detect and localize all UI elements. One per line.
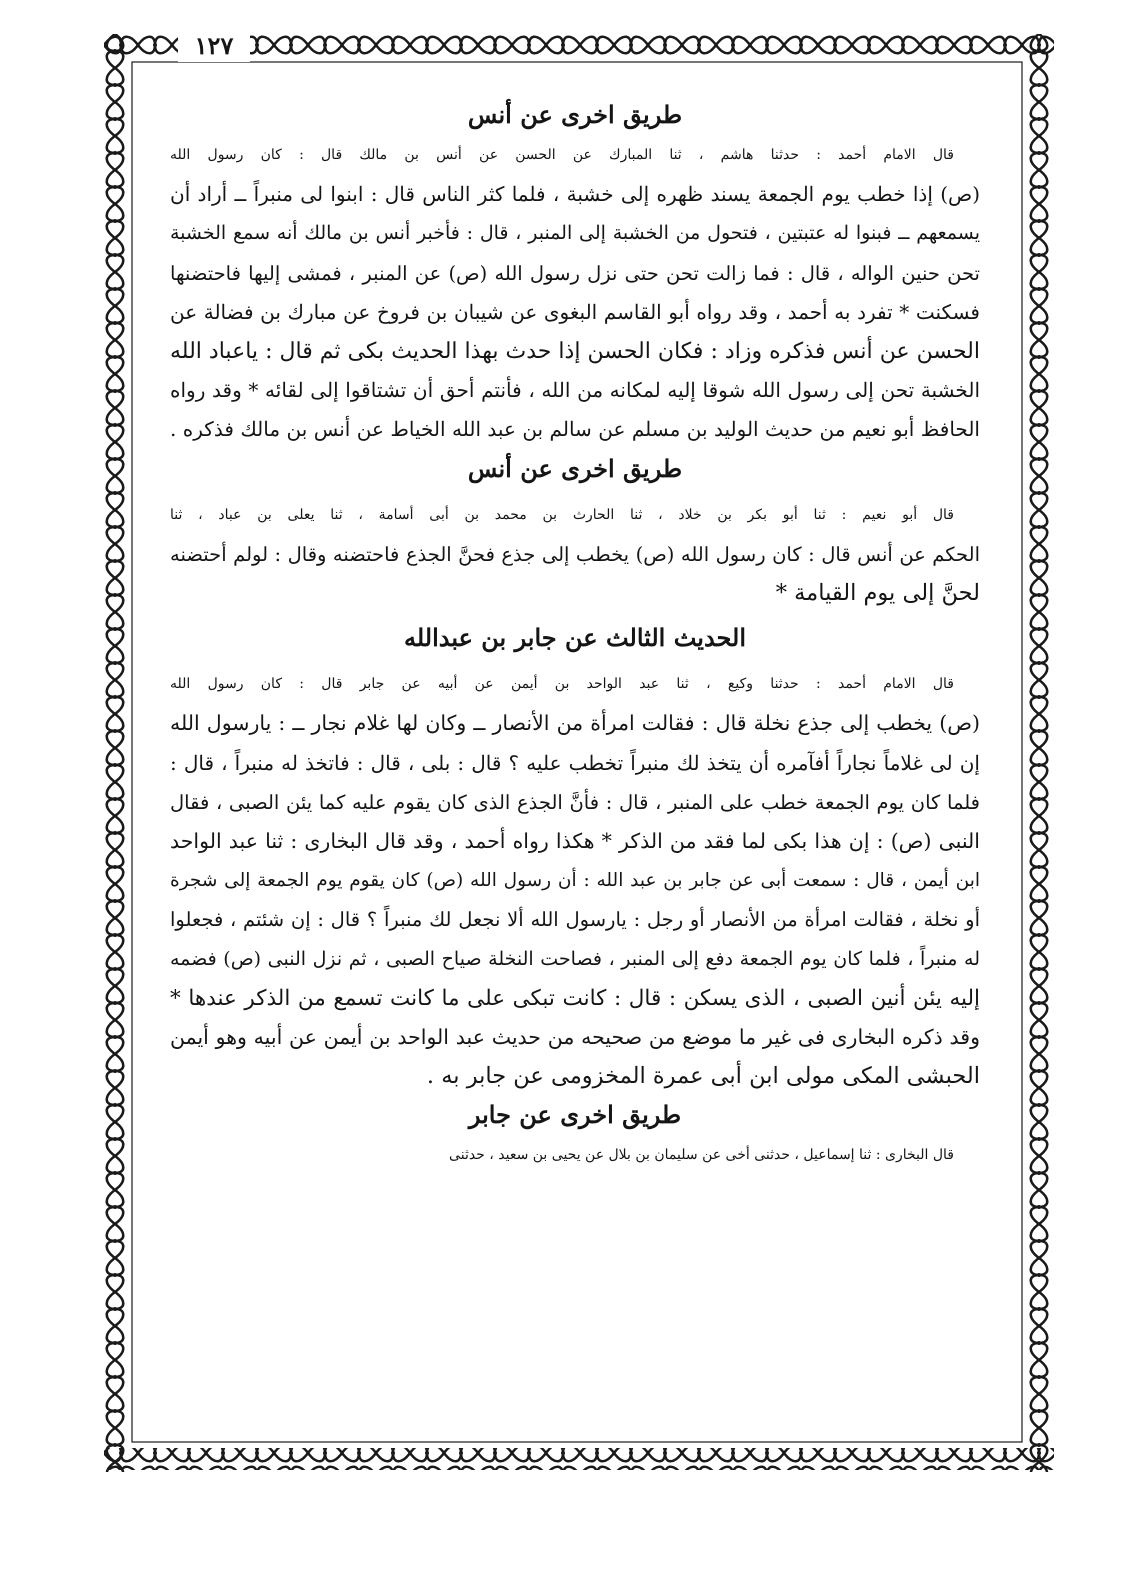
paragraph: [170, 665, 980, 1096]
text-line: تحن حنين الواله ، قال : فما زالت تحن حتى نزل رسول الله (ص) عن المنبر ، فمشى إليها فاحتضنها: [170, 261, 980, 285]
page-number-box: [178, 28, 250, 62]
text-line: أو نخلة ، فقالت امرأة من الأنصار أو رجل : يارسول الله ألا نجعل لك منبراً ؟ قال : إن شئتم ، فجعلوا: [170, 908, 980, 932]
section-heading: طريق اخرى عن جابر: [468, 1100, 682, 1130]
text-line: وقد ذكره البخارى فى غير ما موضع من صحيحه من حديث عبد الواحد بن أيمن عن أبيه وهو أيمن: [170, 1025, 980, 1050]
text-line: النبى (ص) : إن هذا بكى لما فقد من الذكر * هكذا رواه أحمد ، وقد قال البخارى : ثنا عبد الواحد: [170, 829, 980, 854]
text-line: لحنَّ إلى يوم القيامة *: [775, 580, 980, 607]
text-line: ابن أيمن ، قال : سمعت أبى عن جابر بن عبد الله : أن رسول الله (ص) كان يقوم يوم الجمعة إلى شجرة: [170, 870, 980, 892]
section-heading: الحديث الثالث عن جابر بن عبدالله: [403, 623, 747, 653]
text-line: قال الامام أحمد : حدثنا هاشم ، ثنا المبارك عن الحسن عن أنس بن مالك قال : كان رسول الله: [170, 147, 954, 163]
paragraph: [170, 136, 980, 450]
text-line: يسمعهم ــ فبنوا له عتبتين ، فتحول من الخشبة إلى المنبر ، قال : فأخبر أنس بن مالك أنه سمع الخشبة: [170, 222, 980, 245]
page-number: ١٢٧: [194, 30, 234, 60]
page-body: [170, 96, 980, 1466]
text-line: إليه يئن أنين الصبى ، الذى يسكن : قال : كانت تبكى على ما كانت تسمع من الذكر عندها *: [170, 985, 980, 1011]
text-line: الحافظ أبو نعيم من حديث الوليد بن مسلم عن سالم بن عبد الله الخياط عن أنس بن مالك فذكره .: [170, 417, 980, 442]
text-line: فسكنت * تفرد به أحمد ، وقد رواه أبو القاسم البغوى عن شيبان بن فروخ عن مبارك بن فضالة عن: [170, 299, 980, 324]
text-line: فلما كان يوم الجمعة خطب على المنبر ، قال : فأنَّ الجذع الذى كان يقوم عليه كما يئن الصبى ، فقال: [170, 790, 980, 814]
paragraph: [170, 496, 980, 614]
section-heading: طريق اخرى عن أنس: [467, 100, 683, 129]
text-line: الحكم عن أنس قال : كان رسول الله (ص) يخطب إلى جذع فحنَّ الجذع فاحتضنه وقال : لولم أحتضنه: [170, 542, 980, 566]
text-line: الحسن عن أنس فذكره وزاد : فكان الحسن إذا حدث بهذا الحديث بكى ثم قال : ياعباد الله: [170, 339, 980, 365]
text-line: (ص) إذا خطب يوم الجمعة يسند ظهره إلى خشبة ، فلما كثر الناس قال : ابنوا لى منبراً ــ أراد أن: [170, 182, 980, 207]
text-line: (ص) يخطب إلى جذع نخلة قال : فقالت امرأة من الأنصار ــ وكان لها غلام نجار ــ : يارسول الله: [170, 711, 980, 736]
text-line: قال أبو نعيم : ثنا أبو بكر بن خلاد ، ثنا الحارث بن محمد بن أبى أسامة ، ثنا يعلى بن عباد ، ثنا: [170, 506, 954, 523]
text-line: له منبراً ، فلما كان يوم الجمعة دفع إلى المنبر ، فصاحت النخلة صياح الصبى ، ثم نزل النبى (ص) فضمه: [170, 947, 980, 970]
text-line: قال البخارى : ثنا إسماعيل ، حدثنى أخى عن سليمان بن بلال عن يحيى بن سعيد ، حدثنى: [449, 1147, 954, 1164]
section-heading: طريق اخرى عن أنس: [467, 453, 683, 483]
text-line: قال الامام أحمد : حدثنا وكيع ، ثنا عبد الواحد بن أيمن عن أبيه عن جابر قال : كان رسول الله: [170, 676, 954, 693]
paragraph: [170, 1136, 980, 1175]
text-line: الحبشى المكى مولى ابن أبى عمرة المخزومى عن جابر به .: [426, 1063, 980, 1090]
text-line: إن لى غلاماً نجاراً أفآمره أن يتخذ لك منبراً تخطب عليه ؟ قال : بلى ، قال : فاتخذ له منبراً ، قال :: [170, 750, 980, 775]
text-line: الخشبة تحن إلى رسول الله شوقا إليه لمكانه من الله ، فأنتم أحق أن تشتاقوا إلى لقائه * وقد رواه: [170, 378, 980, 403]
